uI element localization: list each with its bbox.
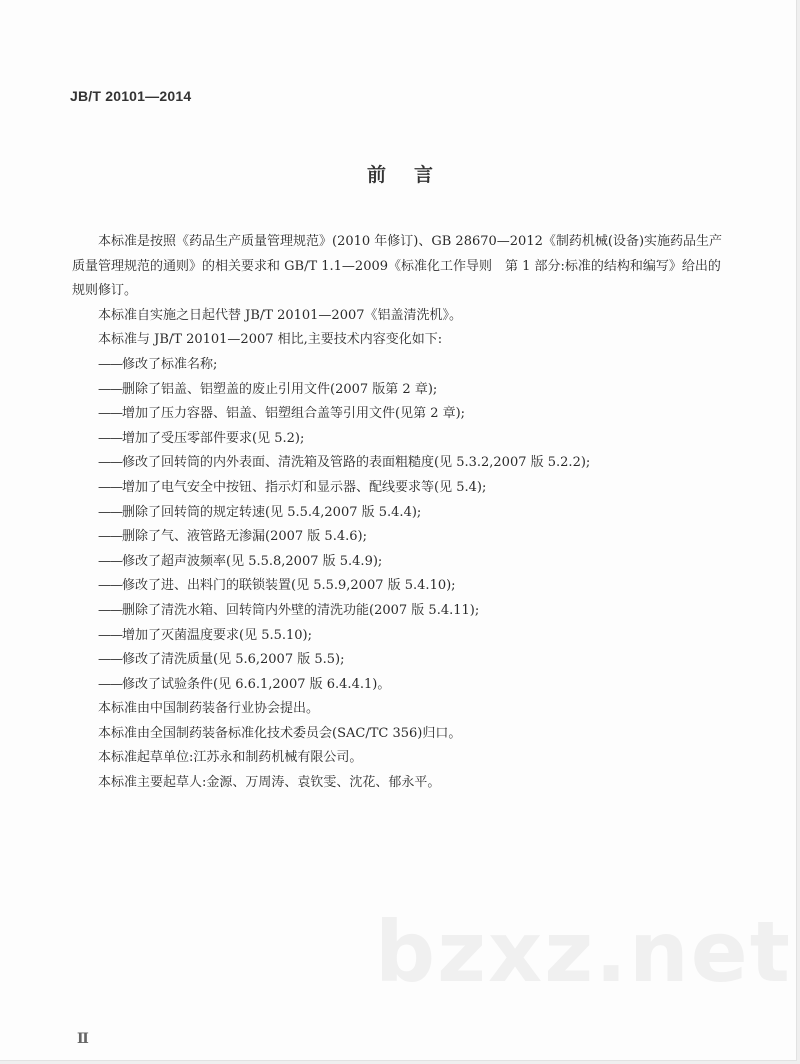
change-text: 修改了进、出料门的联锁装置(见 5.5.9,2007 版 5.4.10); xyxy=(122,578,456,594)
change-text: 删除了清洗水箱、回转筒内外壁的清洗功能(2007 版 5.4.11); xyxy=(122,602,480,618)
dash-marker: —— xyxy=(98,627,122,643)
change-item xyxy=(72,451,732,476)
change-item xyxy=(72,648,732,673)
change-text: 删除了铝盖、铝塑盖的废止引用文件(2007 版第 2 章); xyxy=(122,381,438,397)
change-item xyxy=(72,476,732,501)
change-text: 修改了清洗质量(见 5.6,2007 版 5.5); xyxy=(122,652,345,668)
change-item xyxy=(72,599,732,624)
intro-paragraph-basis: 本标准是按照《药品生产质量管理规范》(2010 年修订)、GB 28670—2012《制药机械(设备)实施药品生产质量管理规范的通则》的相关要求和 GB/T 1.1—2009《标准化工作导则 第 1 部分:标准的结构和编写》给出的规则修订。 xyxy=(72,234,723,299)
change-text: 修改了标准名称; xyxy=(122,356,218,372)
change-item xyxy=(72,624,732,649)
change-item xyxy=(72,673,732,698)
dash-marker: —— xyxy=(98,430,122,446)
change-text: 修改了试验条件(见 6.6.1,2007 版 6.4.4.1)。 xyxy=(122,676,391,692)
change-item xyxy=(72,353,732,378)
change-item xyxy=(72,574,732,599)
change-item xyxy=(72,501,732,526)
change-item xyxy=(72,378,732,403)
dash-marker: —— xyxy=(98,553,122,569)
page-title: 前言 xyxy=(366,164,461,186)
closing-paragraph-committee: 本标准由全国制药装备标准化技术委员会(SAC/TC 356)归口。 xyxy=(98,725,462,741)
change-list xyxy=(72,353,732,697)
dash-marker: —— xyxy=(98,356,122,372)
change-item xyxy=(72,525,732,550)
change-item xyxy=(72,427,732,452)
dash-marker: —— xyxy=(98,529,122,545)
closing-paragraph-proposer: 本标准由中国制药装备行业协会提出。 xyxy=(98,701,320,717)
dash-marker: —— xyxy=(98,676,122,692)
dash-marker: —— xyxy=(98,504,122,520)
dash-marker: —— xyxy=(98,455,122,471)
change-text: 增加了灭菌温度要求(见 5.5.10); xyxy=(122,627,313,643)
dash-marker: —— xyxy=(98,578,122,594)
change-text: 增加了压力容器、铝盖、铝塑组合盖等引用文件(见第 2 章); xyxy=(122,406,466,422)
closing-paragraph-drafting-unit: 本标准起草单位:江苏永和制药机械有限公司。 xyxy=(98,750,363,766)
change-item xyxy=(72,402,732,427)
change-text: 增加了受压零部件要求(见 5.2); xyxy=(122,430,305,446)
dash-marker: —— xyxy=(98,479,122,495)
closing-paragraph-drafters: 本标准主要起草人:金源、万周涛、袁钦雯、沈花、郁永平。 xyxy=(98,775,441,791)
intro-paragraph-changes-lead: 本标准与 JB/T 20101—2007 相比,主要技术内容变化如下: xyxy=(98,332,443,348)
change-item xyxy=(72,550,732,575)
change-text: 删除了气、液管路无渗漏(2007 版 5.4.6); xyxy=(122,529,367,545)
page-number: Ⅱ xyxy=(77,1031,89,1047)
change-text: 修改了回转筒的内外表面、清洗箱及管路的表面粗糙度(见 5.3.2,2007 版 5.2.2); xyxy=(122,455,591,471)
document-id: JB/T 20101—2014 xyxy=(70,88,192,104)
dash-marker: —— xyxy=(98,652,122,668)
dash-marker: —— xyxy=(98,602,122,618)
intro-paragraph-replaces: 本标准自实施之日起代替 JB/T 20101—2007《铝盖清洗机》。 xyxy=(98,307,463,323)
change-text: 增加了电气安全中按钮、指示灯和显示器、配线要求等(见 5.4); xyxy=(122,479,487,495)
watermark: bzxz.net xyxy=(375,903,792,1001)
foreword-body xyxy=(72,230,732,796)
dash-marker: —— xyxy=(98,381,122,397)
change-text: 删除了回转筒的规定转速(见 5.5.4,2007 版 5.4.4); xyxy=(122,504,422,520)
change-text: 修改了超声波频率(见 5.5.8,2007 版 5.4.9); xyxy=(122,553,383,569)
dash-marker: —— xyxy=(98,406,122,422)
